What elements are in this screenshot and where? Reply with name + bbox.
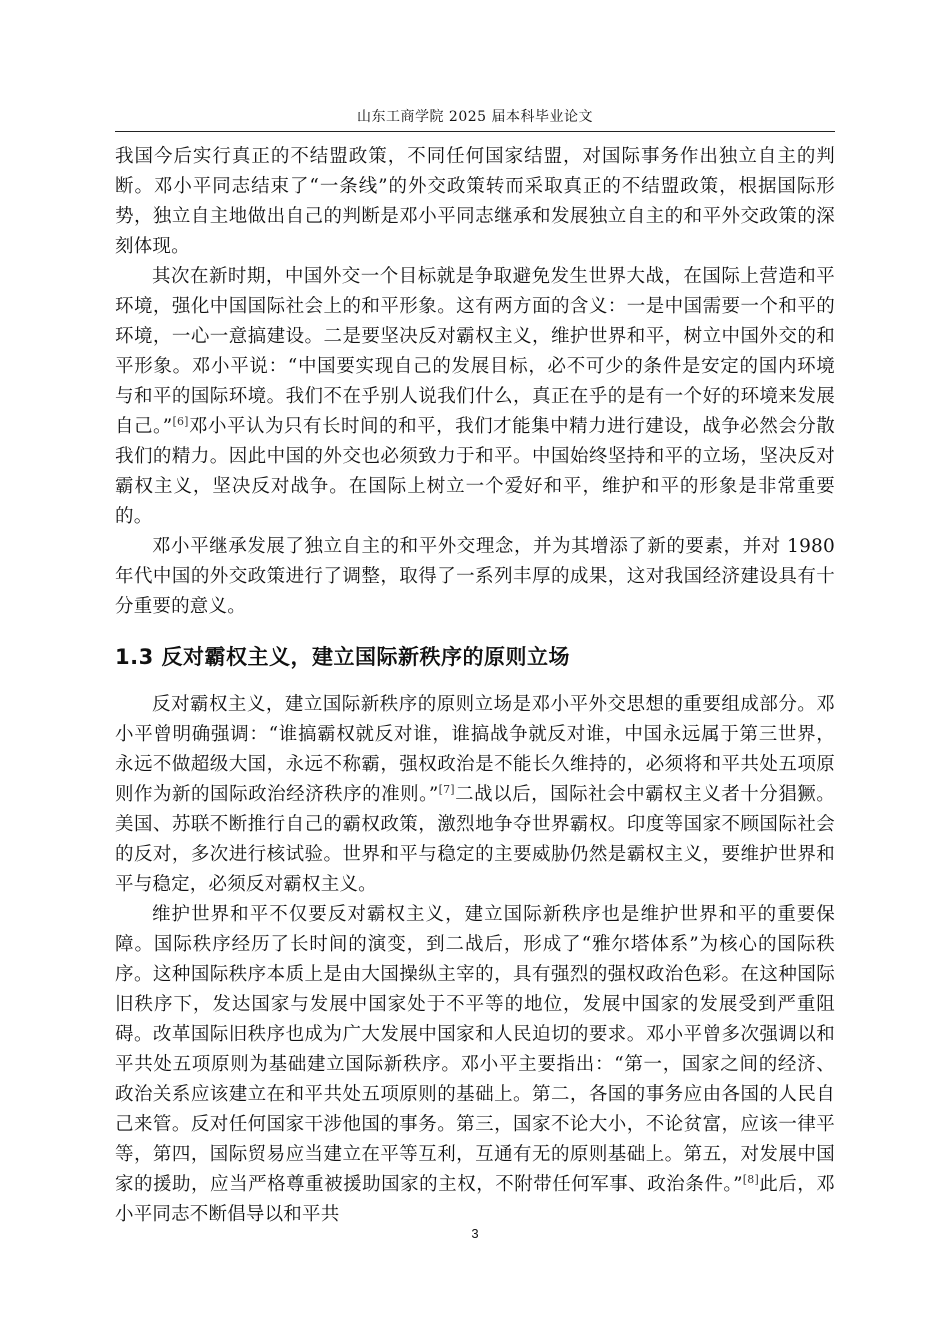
paragraph-continued: 我国今后实行真正的不结盟政策，不同任何国家结盟，对国际事务作出独立自主的判断。邓小平同志结束了“一条线”的外交政策转而采取真正的不结盟政策，根据国际形势，独立自主地做出自己的判断是邓小平同志继承和发展独立自主的和平外交政策的深刻体现。	[115, 146, 835, 257]
header-divider	[115, 131, 835, 132]
paragraph-text: 反对霸权主义，建立国际新秩序的原则立场是邓小平外交思想的重要组成部分。邓小平曾明确强调：“谁搞霸权就反对谁，谁搞战争就反对谁，中国永远属于第三世界，永远不做超级大国，永远不称霸，强权政治是不能长久维持的，必须将和平共处五项原则作为新的国际政治经济秩序的准则。”	[115, 694, 835, 805]
paragraph-anti-hegemony	[115, 690, 835, 900]
paragraph-text: 邓小平认为只有长时间的和平，我们才能集中精力进行建设，战争必然会分散我们的精力。因此中国的外交也必须致力于和平。中国始终坚持和平的立场，坚决反对霸权主义，坚决反对战争。在国际上树立一个爱好和平，维护和平的形象是非常重要的。	[115, 416, 835, 527]
citation-marker: [8]	[742, 1172, 759, 1186]
paragraph-text: 二战以后，国际社会中霸权主义者十分猖獗。美国、苏联不断推行自己的霸权政策，激烈地争夺世界霸权。印度等国家不顾国际社会的反对，多次进行核试验。世界和平与稳定的主要威胁仍然是霸权主义，要维护世界和平与稳定，必须反对霸权主义。	[115, 784, 835, 895]
paragraph-text: 其次在新时期，中国外交一个目标就是争取避免发生世界大战，在国际上营造和平环境，强化中国国际社会上的和平形象。这有两方面的含义：一是中国需要一个和平的环境，一心一意搞建设。二是要坚决反对霸权主义，维护世界和平，树立中国外交的和平形象。邓小平说：“中国要实现自己的发展目标，必不可少的条件是安定的国内环境与和平的国际环境。我们不在乎别人说我们什么，真正在乎的是有一个好的环境来发展自己。”	[115, 266, 835, 437]
citation-marker: [6]	[172, 414, 189, 428]
citation-marker: [7]	[438, 782, 455, 796]
paragraph-text: 此后，邓小平同志不断倡导以和平共	[115, 1174, 835, 1225]
running-header: 山东工商学院 2025 届本科毕业论文	[356, 109, 594, 125]
paragraph-peace-environment	[115, 262, 835, 532]
page-number: 3	[471, 1226, 479, 1241]
paragraph-new-order	[115, 900, 835, 1230]
body-text	[115, 142, 835, 1230]
paragraph-summary: 邓小平继承发展了独立自主的和平外交理念，并为其增添了新的要素，并对 1980 年代中国的外交政策进行了调整，取得了一系列丰厚的成果，这对我国经济建设具有十分重要的意义。	[115, 536, 835, 617]
section-heading: 1.3 反对霸权主义，建立国际新秩序的原则立场	[115, 645, 571, 669]
paragraph-text: 维护世界和平不仅要反对霸权主义，建立国际新秩序也是维护世界和平的重要保障。国际秩序经历了长时间的演变，到二战后，形成了“雅尔塔体系”为核心的国际秩序。这种国际秩序本质上是由大国操纵主宰的，具有强烈的强权政治色彩。在这种国际旧秩序下，发达国家与发展中国家处于不平等的地位，发展中国家的发展受到严重阻碍。改革国际旧秩序也成为广大发展中国家和人民迫切的要求。邓小平曾多次强调以和平共处五项原则为基础建立国际新秩序。邓小平主要指出：“第一，国家之间的经济、政治关系应该建立在和平共处五项原则的基础上。第二，各国的事务应由各国的人民自己来管。反对任何国家干涉他国的事务。第三，国家不论大小，不论贫富，应该一律平等，第四，国际贸易应当建立在平等互利，互通有无的原则基础上。第五，对发展中国家的援助，应当严格尊重被援助国家的主权，不附带任何军事、政治条件。”	[115, 904, 835, 1195]
